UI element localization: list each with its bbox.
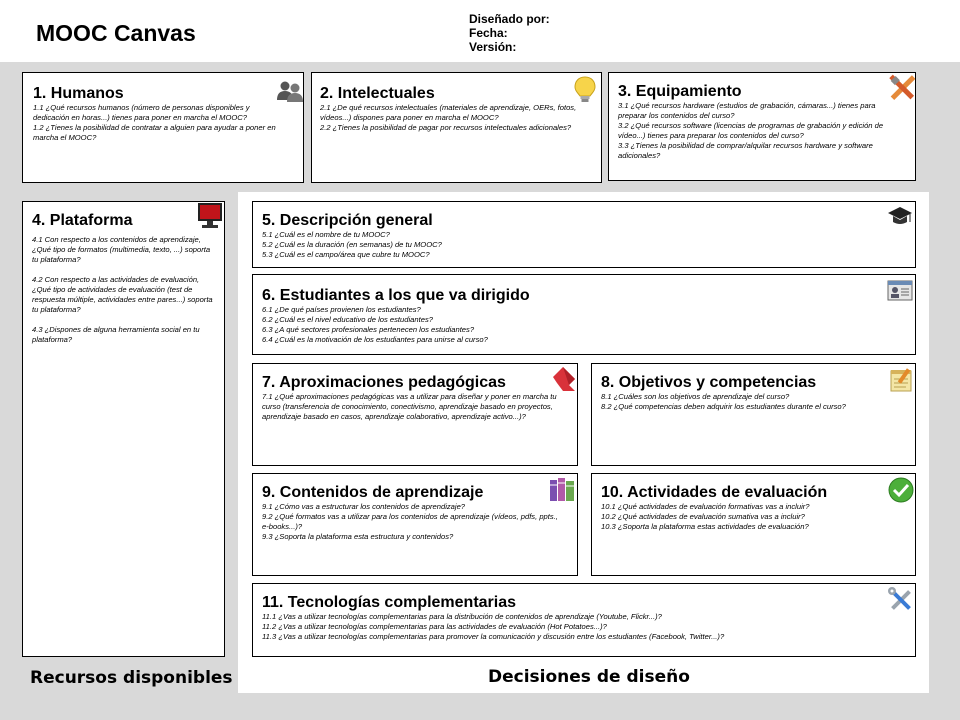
box-questions (601, 392, 901, 412)
box-title: 11. Tecnologías complementarias (262, 594, 517, 611)
question: 3.3 ¿Tienes la posibilidad de comprar/alquilar recursos hardware y software adicionales? (618, 141, 873, 160)
box-questions (262, 305, 906, 345)
box-title: 2. Intelectuales (320, 85, 435, 102)
right-margin (929, 192, 960, 720)
question: 6.1 ¿De qué países provienen los estudiantes? (262, 305, 421, 314)
box-plataforma[interactable] (22, 201, 225, 657)
question: 9.3 ¿Soporta la plataforma esta estructura y contenidos? (262, 532, 454, 541)
box-title: 7. Aproximaciones pedagógicas (262, 374, 506, 391)
question: 6.3 ¿A qué sectores profesionales pertenecen los estudiantes? (262, 325, 475, 334)
question: 1.2 ¿Tienes la posibilidad de contratar a alguien para ayudar a poner en marcha el MOOC? (33, 123, 276, 142)
bookmark-icon (549, 365, 577, 393)
box-tecnologias[interactable] (252, 583, 916, 657)
question: 8.2 ¿Qué competencias deben adquirir los estudiantes durante el curso? (601, 402, 846, 411)
box-descripcion[interactable] (252, 201, 916, 268)
people-icon (276, 78, 304, 102)
question: 4.1 Con respecto a los contenidos de aprendizaje, ¿Qué tipo de formatos (multimedia, texto, ...) soporta tu plataforma? (32, 235, 211, 264)
designed-by-label: Diseñado por: (469, 12, 550, 26)
box-humanos[interactable] (22, 72, 304, 183)
id-card-icon (887, 278, 913, 302)
question: 11.1 ¿Vas a utilizar tecnologías complementarias para la distribución de contenidos de aprendizaje (Youtube, Flickr...)? (262, 612, 662, 621)
question: 7.1 ¿Qué aproximaciones pedagógicas vas a utilizar para diseñar y poner en marcha tu curso (transferencia de conocimiento, conectivismo, aprendizaje basado en proyectos, aprendizaje basado en casos, aprendizaje colaborativo, aprendizaje activo...)? (262, 392, 557, 421)
footer-resources-label: Recursos disponibles (30, 668, 233, 688)
box-title: 10. Actividades de evaluación (601, 484, 828, 501)
date-label: Fecha: (469, 26, 508, 40)
box-questions (601, 502, 901, 532)
box-questions (618, 101, 906, 161)
box-actividades[interactable] (591, 473, 916, 576)
question: 10.2 ¿Qué actividades de evaluación sumativa vas a incluir? (601, 512, 805, 521)
question: 2.1 ¿De qué recursos intelectuales (materiales de aprendizaje, OERs, fotos, vídeos...) dispones para poner en marcha el MOOC? (320, 103, 577, 122)
tools-icon (888, 74, 916, 102)
page-title: MOOC Canvas (36, 20, 196, 46)
meta-block (469, 12, 550, 54)
question: 5.2 ¿Cuál es la duración (en semanas) de tu MOOC? (262, 240, 442, 249)
box-objetivos[interactable] (591, 363, 916, 466)
footer-design-label: Decisiones de diseño (488, 667, 690, 687)
box-questions (32, 235, 218, 345)
question: 11.3 ¿Vas a utilizar tecnologías complementarias para promover la comunicación y discusión entre los estudiantes (Facebook, Twitter...)? (262, 632, 725, 641)
wrench-screwdriver-icon (887, 586, 915, 614)
box-questions (262, 392, 566, 422)
question: 10.3 ¿Soporta la plataforma estas actividades de evaluación? (601, 522, 809, 531)
question: 9.2 ¿Qué formatos vas a utilizar para los contenidos de aprendizaje (vídeos, pdfs, ppts., e-books...)? (262, 512, 558, 531)
box-questions (320, 103, 594, 133)
box-contenidos[interactable] (252, 473, 578, 576)
question: 4.2 Con respecto a las actividades de evaluación, ¿Qué tipo de actividades de evaluación (test de respuesta múltiple, actividades entre pares...) soporta tu plataforma? (32, 275, 213, 314)
question: 11.2 ¿Vas a utilizar tecnologías complementarias para las actividades de evaluación (Hot Potatoes...)? (262, 622, 607, 631)
version-label: Versión: (469, 40, 517, 54)
box-intelectuales[interactable] (311, 72, 602, 183)
box-title: 9. Contenidos de aprendizaje (262, 484, 484, 501)
question: 3.2 ¿Qué recursos software (licencias de programas de grabación y edición de vídeo...) tienes para preparar los contenidos del curso? (618, 121, 884, 140)
box-questions (262, 502, 562, 542)
box-questions (33, 103, 283, 143)
box-questions (262, 612, 906, 642)
question: 9.1 ¿Cómo vas a estructurar los contenidos de aprendizaje? (262, 502, 466, 511)
box-estudiantes[interactable] (252, 274, 916, 355)
box-title: 8. Objetivos y competencias (601, 374, 817, 391)
question: 10.1 ¿Qué actividades de evaluación formativas vas a incluir? (601, 502, 810, 511)
question: 6.4 ¿Cuál es la motivación de los estudiantes para unirse al curso? (262, 335, 488, 344)
box-questions (262, 230, 906, 260)
question: 1.1 ¿Qué recursos humanos (número de personas disponibles y dedicación en horas...) tienes para poner en marcha el MOOC? (33, 103, 250, 122)
question: 3.1 ¿Qué recursos hardware (estudios de grabación, cámaras...) tienes para preparar los contenidos del curso? (618, 101, 876, 120)
box-title: 3. Equipamiento (618, 83, 742, 100)
question: 4.3 ¿Dispones de alguna herramienta social en tu plataforma? (32, 325, 200, 344)
question: 6.2 ¿Cuál es el nivel educativo de los estudiantes? (262, 315, 433, 324)
books-icon (549, 477, 577, 503)
question: 2.2 ¿Tienes la posibilidad de pagar por recursos intelectuales adicionales? (320, 123, 572, 132)
box-title: 6. Estudiantes a los que va dirigido (262, 287, 530, 304)
box-aproximaciones[interactable] (252, 363, 578, 466)
graduation-cap-icon (887, 204, 913, 228)
box-equipamiento[interactable] (608, 72, 916, 181)
notepad-icon (888, 367, 914, 393)
bottom-margin (238, 693, 929, 720)
box-title: 5. Descripción general (262, 212, 433, 229)
box-title: 1. Humanos (33, 85, 124, 102)
lightbulb-icon (574, 76, 596, 104)
box-title: 4. Plataforma (32, 212, 133, 229)
monitor-icon (197, 202, 223, 230)
question: 8.1 ¿Cuáles son los objetivos de aprendizaje del curso? (601, 392, 790, 401)
checkmark-icon (888, 477, 914, 503)
question: 5.3 ¿Cuál es el campo/área que cubre tu MOOC? (262, 250, 430, 259)
question: 5.1 ¿Cuál es el nombre de tu MOOC? (262, 230, 390, 239)
